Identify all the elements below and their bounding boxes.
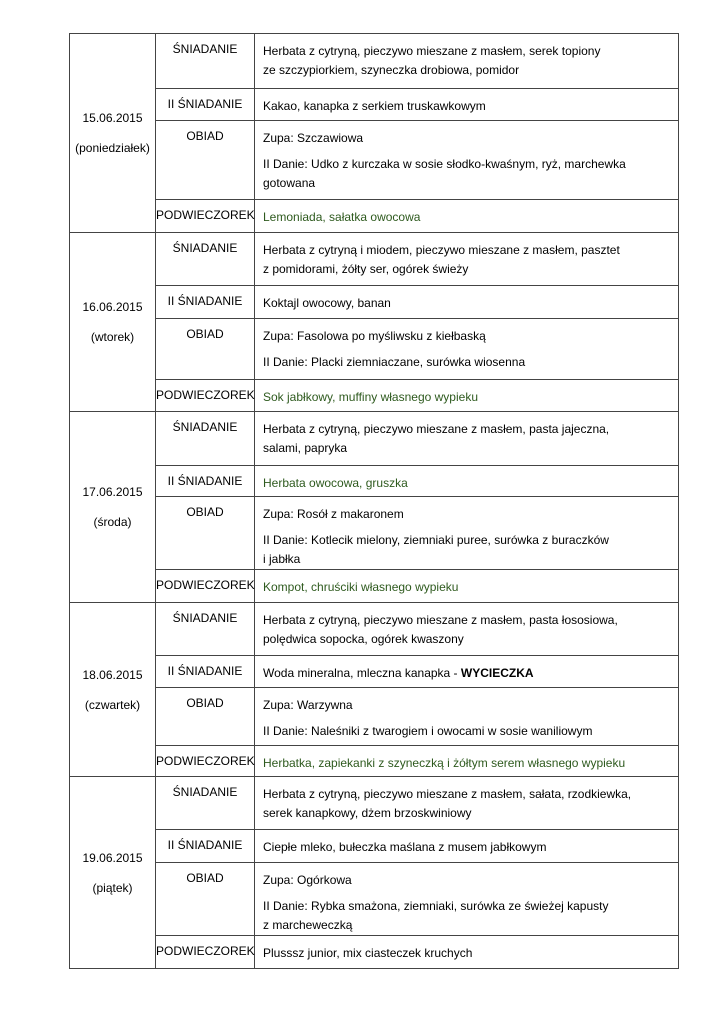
meal-text: gotowana (263, 176, 316, 190)
day-date: 15.06.2015 (82, 111, 143, 125)
menu-row (70, 777, 679, 830)
meal-name: PODWIECZOREK (156, 936, 255, 969)
meal-line (263, 722, 672, 741)
meal-text: Zupa: Fasolowa po myśliwsku z kiełbaską (263, 329, 486, 343)
meal-line (263, 754, 672, 773)
menu-row (70, 746, 679, 777)
meal-line (263, 897, 672, 916)
meal-text: Ciepłe mleko, bułeczka maślana z musem jabłkowym (263, 840, 547, 854)
menu-row (70, 380, 679, 412)
meal-name: II ŚNIADANIE (156, 466, 255, 497)
meal-text: Sok jabłkowy, muffiny własnego wypieku (263, 390, 478, 404)
meal-paragraph (263, 155, 672, 193)
meal-paragraph (263, 129, 672, 148)
meal-paragraph (263, 327, 672, 346)
meal-name: ŚNIADANIE (156, 233, 255, 286)
meal-line (263, 505, 672, 524)
meal-paragraph (263, 420, 672, 458)
meal-text: z marcheweczką (263, 918, 353, 932)
menu-row (70, 656, 679, 688)
meal-name: OBIAD (156, 121, 255, 200)
menu-row (70, 286, 679, 319)
meal-name: II ŚNIADANIE (156, 89, 255, 121)
meal-text: serek kanapkowy, dżem brzoskwiniowy (263, 806, 472, 820)
meal-text: II Danie: Udko z kurczaka w sosie słodko-kwaśnym, ryż, marchewka (263, 157, 626, 171)
meal-line (263, 327, 672, 346)
meal-text: salami, papryka (263, 441, 348, 455)
meal-name: PODWIECZOREK (156, 200, 255, 233)
menu-row (70, 89, 679, 121)
meal-content (255, 233, 679, 286)
meal-content (255, 570, 679, 603)
meal-text: Kompot, chruściki własnego wypieku (263, 580, 459, 594)
meal-line (263, 531, 672, 550)
meal-text: Zupa: Szczawiowa (263, 131, 364, 145)
meal-paragraph (263, 208, 672, 227)
meal-text: II Danie: Kotlecik mielony, ziemniaki puree, surówka z buraczków (263, 533, 609, 547)
menu-row (70, 34, 679, 89)
day-date: 18.06.2015 (82, 667, 143, 682)
meal-line (263, 871, 672, 890)
meal-line (263, 353, 672, 372)
day-cell (70, 777, 156, 969)
meal-paragraph (263, 578, 672, 597)
meal-paragraph (263, 505, 672, 524)
meal-line (263, 61, 672, 80)
meal-text: ze szczypiorkiem, szyneczka drobiowa, pomidor (263, 63, 520, 77)
meal-paragraph (263, 664, 672, 683)
meal-line (263, 578, 672, 597)
day-cell (70, 603, 156, 777)
meal-name: ŚNIADANIE (156, 34, 255, 89)
meal-line (263, 664, 672, 683)
meal-line (263, 208, 672, 227)
meal-content (255, 746, 679, 777)
meal-line (263, 550, 672, 569)
day-cell (70, 34, 156, 233)
meal-paragraph (263, 785, 672, 823)
meal-content (255, 286, 679, 319)
meal-line (263, 838, 672, 857)
meal-content (255, 121, 679, 200)
meal-line (263, 944, 672, 963)
meal-text: Zupa: Ogórkowa (263, 873, 352, 887)
menu-row (70, 319, 679, 380)
meal-content (255, 319, 679, 380)
meal-text: Zupa: Warzywna (263, 698, 353, 712)
meal-content (255, 777, 679, 830)
meal-name: ŚNIADANIE (156, 777, 255, 830)
meal-paragraph (263, 897, 672, 935)
meal-paragraph (263, 838, 672, 857)
meal-paragraph (263, 944, 672, 963)
meal-content (255, 863, 679, 936)
meal-text: Koktajl owocowy, banan (263, 296, 391, 310)
menu-row (70, 863, 679, 936)
day-cell (70, 233, 156, 412)
meal-paragraph (263, 353, 672, 372)
meal-content (255, 830, 679, 863)
menu-row (70, 497, 679, 570)
meal-text: II Danie: Naleśniki z twarogiem i owocami w sosie waniliowym (263, 724, 593, 738)
meal-line (263, 630, 672, 649)
meal-text: II Danie: Rybka smażona, ziemniaki, surówka ze świeżej kapusty (263, 899, 609, 913)
day-cell (70, 412, 156, 603)
meal-content (255, 34, 679, 89)
meal-line (263, 439, 672, 458)
meal-line (263, 42, 672, 61)
meal-text: Herbata z cytryną, pieczywo mieszane z masłem, pasta łososiowa, (263, 613, 618, 627)
meal-line (263, 97, 672, 116)
meal-paragraph (263, 474, 672, 493)
meal-text: Woda mineralna, mleczna kanapka - (263, 666, 461, 680)
meal-name: II ŚNIADANIE (156, 286, 255, 319)
meal-line (263, 241, 672, 260)
meal-text: Herbata z cytryną, pieczywo mieszane z masłem, pasta jajeczna, (263, 422, 610, 436)
meal-name: OBIAD (156, 497, 255, 570)
menu-row (70, 603, 679, 656)
menu-row (70, 688, 679, 746)
meal-line (263, 155, 672, 174)
meal-line (263, 474, 672, 493)
weekly-menu-table (69, 33, 679, 969)
meal-paragraph (263, 871, 672, 890)
meal-content (255, 466, 679, 497)
meal-content (255, 412, 679, 466)
meal-paragraph (263, 696, 672, 715)
meal-text: Herbata z cytryną, pieczywo mieszane z masłem, serek topiony (263, 44, 601, 58)
meal-line (263, 611, 672, 630)
meal-paragraph (263, 97, 672, 116)
day-weekday: (poniedziałek) (75, 141, 150, 155)
menu-row (70, 570, 679, 603)
day-date: 16.06.2015 (82, 300, 143, 314)
meal-text: Herbata z cytryną i miodem, pieczywo mieszane z masłem, pasztet (263, 243, 620, 257)
meal-content (255, 603, 679, 656)
meal-text: Kakao, kanapka z serkiem truskawkowym (263, 99, 486, 113)
meal-text: Herbata owocowa, gruszka (263, 476, 408, 490)
meal-line (263, 174, 672, 193)
meal-text-bold: WYCIECZKA (460, 666, 534, 680)
meal-name: ŚNIADANIE (156, 603, 255, 656)
meal-paragraph (263, 722, 672, 741)
meal-line (263, 129, 672, 148)
menu-row (70, 412, 679, 466)
menu-row (70, 830, 679, 863)
meal-content (255, 936, 679, 969)
meal-text: Plusssz junior, mix ciasteczek kruchych (263, 946, 473, 960)
day-weekday: (piątek) (92, 880, 133, 895)
meal-line (263, 804, 672, 823)
meal-paragraph (263, 531, 672, 569)
menu-row (70, 233, 679, 286)
meal-text: i jabłka (263, 552, 301, 566)
meal-paragraph (263, 611, 672, 649)
meal-text: Herbata z cytryną, pieczywo mieszane z masłem, sałata, rzodkiewka, (263, 787, 632, 801)
meal-name: OBIAD (156, 688, 255, 746)
day-weekday: (środa) (93, 515, 132, 529)
meal-name: PODWIECZOREK (156, 380, 255, 412)
meal-text: Zupa: Rosół z makaronem (263, 507, 404, 521)
meal-text: z pomidorami, żółty ser, ogórek świeży (263, 262, 469, 276)
meal-name: PODWIECZOREK (156, 746, 255, 777)
menu-row (70, 936, 679, 969)
menu-row (70, 121, 679, 200)
menu-body (70, 34, 679, 969)
meal-line (263, 260, 672, 279)
meal-text: Herbatka, zapiekanki z szyneczką i żółtym serem własnego wypieku (263, 756, 626, 770)
meal-paragraph (263, 241, 672, 279)
meal-name: II ŚNIADANIE (156, 830, 255, 863)
meal-paragraph (263, 294, 672, 313)
day-weekday: (czwartek) (84, 697, 141, 712)
meal-content (255, 497, 679, 570)
meal-content (255, 200, 679, 233)
meal-content (255, 688, 679, 746)
meal-line (263, 785, 672, 804)
meal-line (263, 916, 672, 935)
day-weekday: (wtorek) (90, 330, 135, 344)
meal-line (263, 388, 672, 407)
menu-row (70, 200, 679, 233)
meal-line (263, 696, 672, 715)
meal-paragraph (263, 388, 672, 407)
meal-text: polędwica sopocka, ogórek kwaszony (263, 632, 464, 646)
menu-row (70, 466, 679, 497)
meal-name: OBIAD (156, 319, 255, 380)
meal-text: Lemoniada, sałatka owocowa (263, 210, 421, 224)
meal-content (255, 89, 679, 121)
meal-line (263, 420, 672, 439)
meal-name: ŚNIADANIE (156, 412, 255, 466)
meal-content (255, 380, 679, 412)
meal-paragraph (263, 42, 672, 80)
meal-name: PODWIECZOREK (156, 570, 255, 603)
day-date: 17.06.2015 (82, 485, 143, 499)
meal-line (263, 294, 672, 313)
meal-name: OBIAD (156, 863, 255, 936)
day-date: 19.06.2015 (82, 850, 143, 865)
meal-paragraph (263, 754, 672, 773)
meal-content (255, 656, 679, 688)
meal-name: II ŚNIADANIE (156, 656, 255, 688)
meal-text: II Danie: Placki ziemniaczane, surówka wiosenna (263, 355, 526, 369)
